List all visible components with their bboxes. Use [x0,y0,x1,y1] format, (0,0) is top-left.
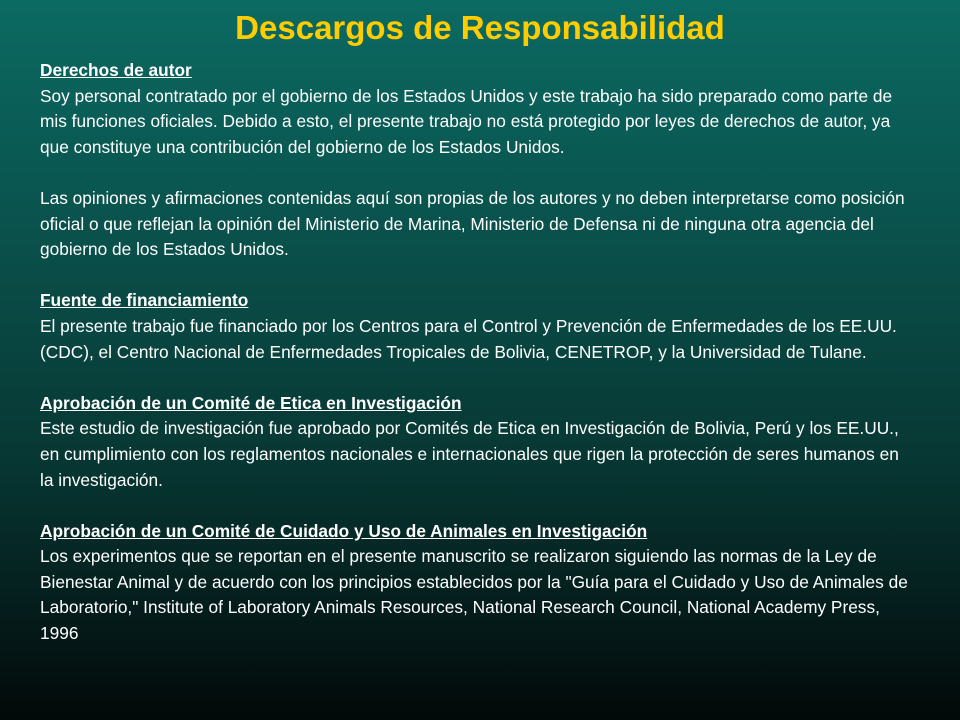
section-animal-care-approval [40,519,910,647]
section-ethics-approval [40,391,910,493]
section-paragraph: Soy personal contratado por el gobierno de los Estados Unidos y este trabajo ha sido preparado como parte de mis funciones oficiales. Debido a esto, el presente trabajo no está protegido por leyes de derechos de autor, ya que constituye una contribución del gobierno de los Estados Unidos. [40,85,893,157]
section-paragraph: Los experimentos que se reportan en el presente manuscrito se realizaron siguiendo las normas de la Ley de Bienestar Animal y de acuerdo con los principios establecidos por la "Guía para el Cuidado y Uso de Animales de Laboratorio," Institute of Laboratory Animals Resources, National Research Council, National Academy Press, 1996 [40,546,908,644]
section-paragraph: Este estudio de investigación fue aprobado por Comités de Etica en Investigación de Bolivia, Perú y los EE.UU., en cumplimiento con los reglamentos nacionales e internacionales que rigen la protección de seres humanos en la investigación. [40,418,899,490]
section-heading: Aprobación de un Comité de Etica en Investigación [40,392,462,413]
slide-content [40,58,910,647]
section-heading: Fuente de financiamiento [40,290,249,311]
section-heading: Aprobación de un Comité de Cuidado y Uso de Animales en Investigación [40,520,648,541]
section-paragraph: Las opiniones y afirmaciones contenidas aquí son propias de los autores y no deben interpretarse como posición oficial o que reflejan la opinión del Ministerio de Marina, Ministerio de Defensa ni de ninguna otra agencia del gobierno de los Estados Unidos. [40,187,905,260]
slide-title: Descargos de Responsabilidad [235,9,725,46]
section-funding [40,288,910,365]
section-copyright [40,58,910,263]
section-heading: Derechos de autor [40,60,192,80]
section-paragraph: El presente trabajo fue financiado por los Centros para el Control y Prevención de Enfermedades de los EE.UU. (CDC), el Centro Nacional de Enfermedades Tropicales de Bolivia, CENETROP, y la Universidad de Tulane. [40,315,897,362]
